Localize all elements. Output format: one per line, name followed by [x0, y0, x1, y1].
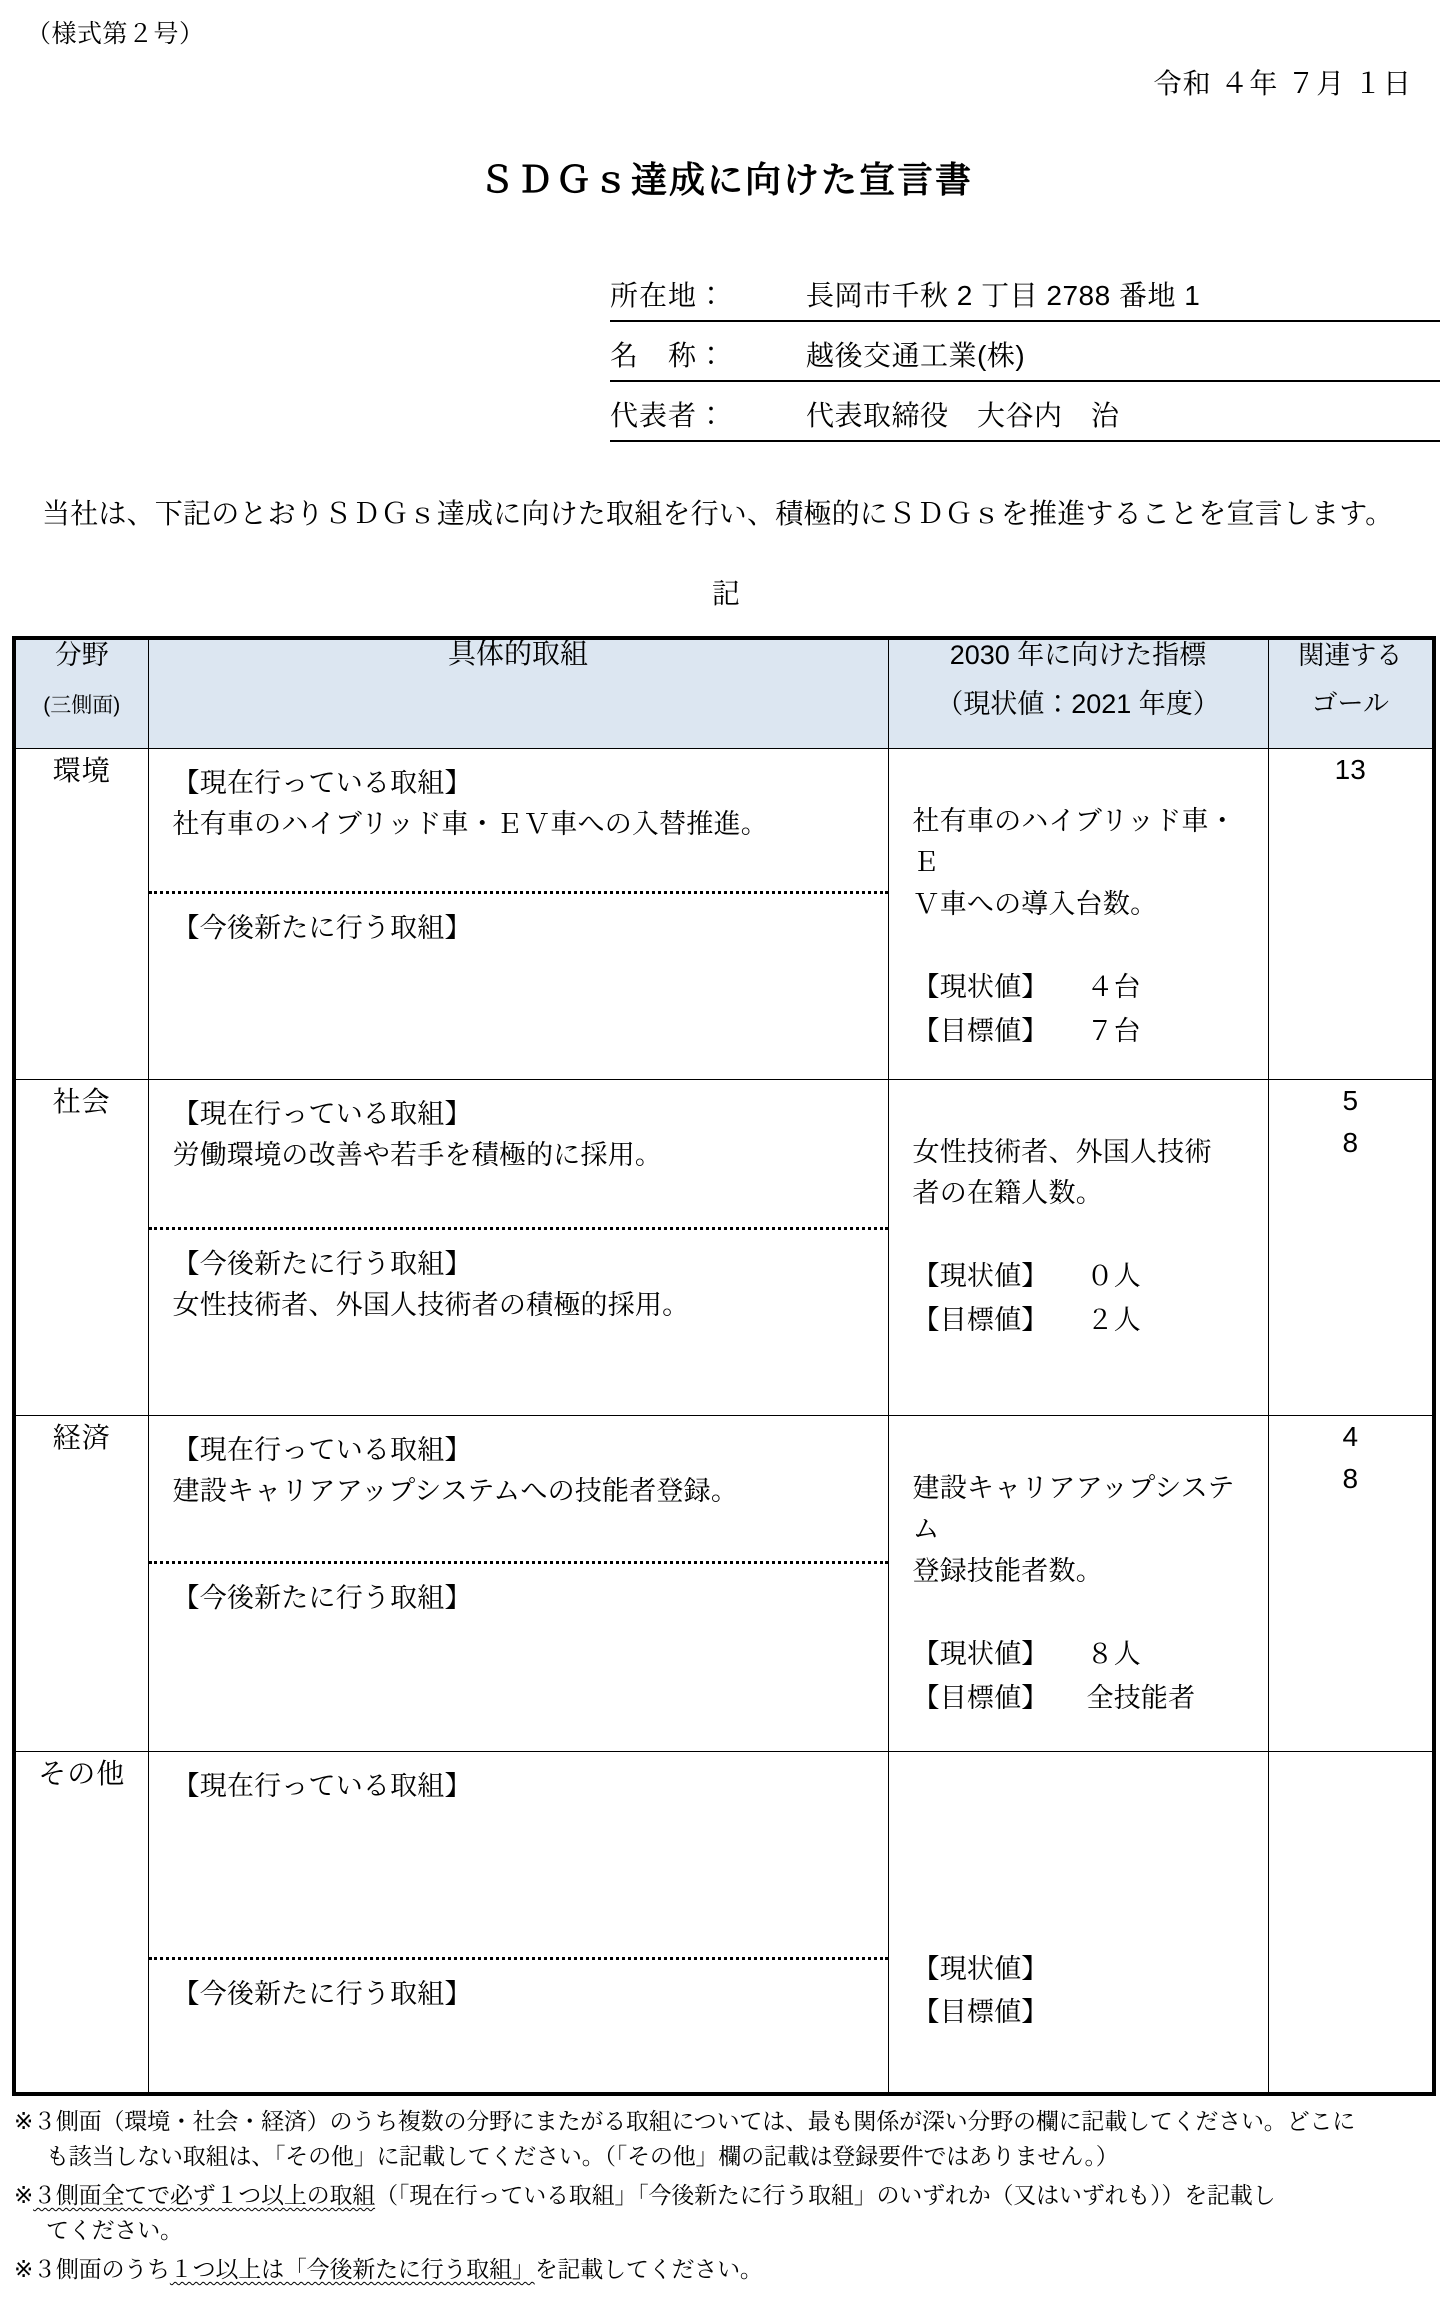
future-action-block — [149, 1564, 888, 1620]
company-name-row — [610, 322, 1440, 382]
row-field-environment: 環境 — [14, 748, 148, 1079]
kpi-values — [889, 1752, 1268, 2035]
future-action-label: 【今後新たに行う取組】 — [172, 1248, 472, 1279]
kpi-target-row — [913, 1991, 1258, 2035]
company-representative-label: 代表者： — [610, 400, 727, 431]
row-actions-social — [148, 1079, 888, 1415]
kpi-target-value: ２人 — [1086, 1304, 1141, 1335]
form-number-label: （様式第２号） — [26, 20, 205, 48]
future-action-text: 女性技術者、外国人技術者の積極的採用。 — [172, 1290, 690, 1321]
kpi-description-line2: 者の在籍人数。 — [912, 1178, 1103, 1209]
footnote-3-prefix: ※３側面のうち — [14, 2255, 170, 2282]
company-name-label: 名 称： — [610, 340, 727, 371]
footnote-3-emphasis: １つ以上は「今後新たに行う取組」 — [169, 2255, 535, 2282]
footnote-1-line2: も該当しない取組は、「その他」に記載してください。（「その他」欄の記載は登録要件ではありません。） — [46, 2142, 1119, 2169]
footnote-2 — [14, 2178, 1444, 2248]
row-field-other: その他 — [14, 1751, 148, 2094]
kpi-target-label: 【目標値】 — [912, 1304, 1049, 1335]
future-action-label: 【今後新たに行う取組】 — [172, 1978, 472, 2009]
kpi-values — [889, 1215, 1268, 1342]
kpi-target-label: 【目標値】 — [912, 1682, 1049, 1713]
kpi-current-label: 【現状値】 — [912, 1261, 1049, 1292]
kpi-target-row — [913, 1677, 1258, 1721]
footnote-2-prefix: ※ — [14, 2181, 34, 2208]
column-header-goal: 関連する ゴール — [1268, 638, 1434, 748]
goal-number: 8 — [1342, 1126, 1359, 1158]
row-actions-other — [148, 1751, 888, 2094]
kpi-current-row — [913, 1255, 1258, 1299]
footnote-2-rest: （「現在行っている取組」「今後新たに行う取組」のいずれか（又はいずれも））を記載し — [375, 2181, 1276, 2208]
row-goal-environment — [1268, 748, 1434, 1079]
kpi-current-row — [913, 966, 1258, 1010]
goal-number: 5 — [1342, 1084, 1359, 1116]
kpi-current-label: 【現状値】 — [912, 1953, 1049, 1984]
kpi-description — [889, 1080, 1268, 1216]
table-row — [14, 1079, 1434, 1415]
row-kpi-other — [888, 1751, 1268, 2094]
sdg-commitments-table-wrapper — [12, 636, 1436, 2096]
row-kpi-environment — [888, 748, 1268, 1079]
footnote-2-line2: てください。 — [46, 2216, 183, 2243]
kpi-target-value: ７台 — [1086, 1015, 1141, 1046]
column-header-action: 具体的取組 — [148, 638, 888, 748]
column-header-kpi: 2030 年に向けた指標 （現状値：2021 年度） — [888, 638, 1268, 748]
kpi-values — [889, 926, 1268, 1053]
footnote-1-line1: ※３側面（環境・社会・経済）のうち複数の分野にまたがる取組については、最も関係が深い分野の欄に記載してください。どこに — [14, 2108, 1356, 2134]
current-action-label: 【現在行っている取組】 — [172, 1770, 472, 1801]
footnotes — [14, 2104, 1444, 2291]
goal-number: 4 — [1342, 1420, 1359, 1452]
kpi-current-value: ４台 — [1086, 972, 1141, 1003]
future-action-block — [149, 894, 888, 950]
page-title: ＳＤＧｓ達成に向けた宣言書 — [478, 159, 973, 200]
kpi-current-row — [913, 1948, 1258, 1992]
row-actions-economy — [148, 1415, 888, 1751]
footnote-3 — [14, 2252, 1444, 2287]
kpi-current-value: ８人 — [1086, 1639, 1141, 1670]
kpi-target-row — [913, 1299, 1258, 1343]
row-kpi-social — [888, 1079, 1268, 1415]
goal-number: 8 — [1342, 1462, 1359, 1494]
current-action-text: 建設キャリアアップシステムへの技能者登録。 — [172, 1476, 739, 1507]
table-row — [14, 1751, 1434, 2094]
column-header-field: 分野 (三側面) — [14, 638, 148, 748]
kpi-description-line1: 女性技術者、外国人技術 — [912, 1136, 1212, 1167]
kpi-current-row — [913, 1633, 1258, 1677]
current-action-label: 【現在行っている取組】 — [172, 1434, 472, 1465]
kpi-current-label: 【現状値】 — [912, 972, 1049, 1003]
ki-marker: 記 — [711, 578, 740, 609]
table-row — [14, 748, 1434, 1079]
kpi-description-line1: 社有車のハイブリッド車・Ｅ — [912, 805, 1236, 878]
row-field-social: 社会 — [14, 1079, 148, 1415]
company-info-block — [610, 262, 1440, 442]
future-action-label: 【今後新たに行う取組】 — [172, 1582, 472, 1613]
current-action-block — [149, 749, 888, 894]
row-field-economy: 経済 — [14, 1415, 148, 1751]
current-action-block — [149, 1752, 888, 1960]
kpi-description-line1: 建設キャリアアップシステム — [912, 1472, 1235, 1545]
row-actions-environment — [148, 748, 888, 1079]
future-action-block — [149, 1230, 888, 1328]
goal-number: 13 — [1334, 753, 1366, 785]
declaration-sentence: 当社は、下記のとおりＳＤＧｓ達成に向けた取組を行い、積極的にＳＤＧｓを推進することを宣言します。 — [42, 498, 1394, 529]
company-address-value: 長岡市千秋 2 丁目 2788 番地 1 — [806, 280, 1201, 311]
kpi-values — [889, 1593, 1268, 1720]
sdg-commitments-table — [12, 636, 1436, 2096]
document-date: 令和 ４年 ７月 １日 — [1153, 68, 1412, 99]
footnote-2-emphasis: ３側面全てで必ず１つ以上の取組 — [33, 2181, 376, 2208]
row-kpi-economy — [888, 1415, 1268, 1751]
footnote-3-rest: を記載してください。 — [534, 2255, 763, 2282]
row-goal-other — [1268, 1751, 1434, 2094]
kpi-description — [889, 1416, 1268, 1594]
row-goal-economy — [1268, 1415, 1434, 1751]
company-address-label: 所在地： — [610, 280, 727, 311]
kpi-current-label: 【現状値】 — [912, 1639, 1049, 1670]
current-action-block — [149, 1080, 888, 1230]
current-action-label: 【現在行っている取組】 — [172, 767, 472, 798]
current-action-text: 社有車のハイブリッド車・ＥＶ車への入替推進。 — [172, 809, 768, 840]
current-action-text: 労働環境の改善や若手を積極的に採用。 — [172, 1140, 663, 1171]
kpi-description-line2: Ｖ車への導入台数。 — [912, 889, 1158, 920]
kpi-target-row — [913, 1010, 1258, 1054]
future-action-label: 【今後新たに行う取組】 — [172, 912, 472, 943]
company-name-value: 越後交通工業(株) — [806, 340, 1026, 371]
kpi-target-value: 全技能者 — [1086, 1682, 1196, 1713]
company-address-row — [610, 262, 1440, 322]
table-row — [14, 1415, 1434, 1751]
table-header-row — [14, 638, 1434, 748]
kpi-description — [889, 749, 1268, 927]
current-action-label: 【現在行っている取組】 — [172, 1098, 472, 1129]
kpi-description-line2: 登録技能者数。 — [912, 1556, 1103, 1587]
footnote-1 — [14, 2104, 1444, 2174]
kpi-target-label: 【目標値】 — [912, 1015, 1049, 1046]
current-action-block — [149, 1416, 888, 1564]
company-representative-value: 代表取締役 大谷内 治 — [806, 400, 1120, 431]
company-representative-row — [610, 382, 1440, 442]
kpi-current-value: ０人 — [1086, 1261, 1141, 1292]
row-goal-social — [1268, 1079, 1434, 1415]
future-action-block — [149, 1960, 888, 2016]
kpi-target-label: 【目標値】 — [912, 1997, 1049, 2028]
